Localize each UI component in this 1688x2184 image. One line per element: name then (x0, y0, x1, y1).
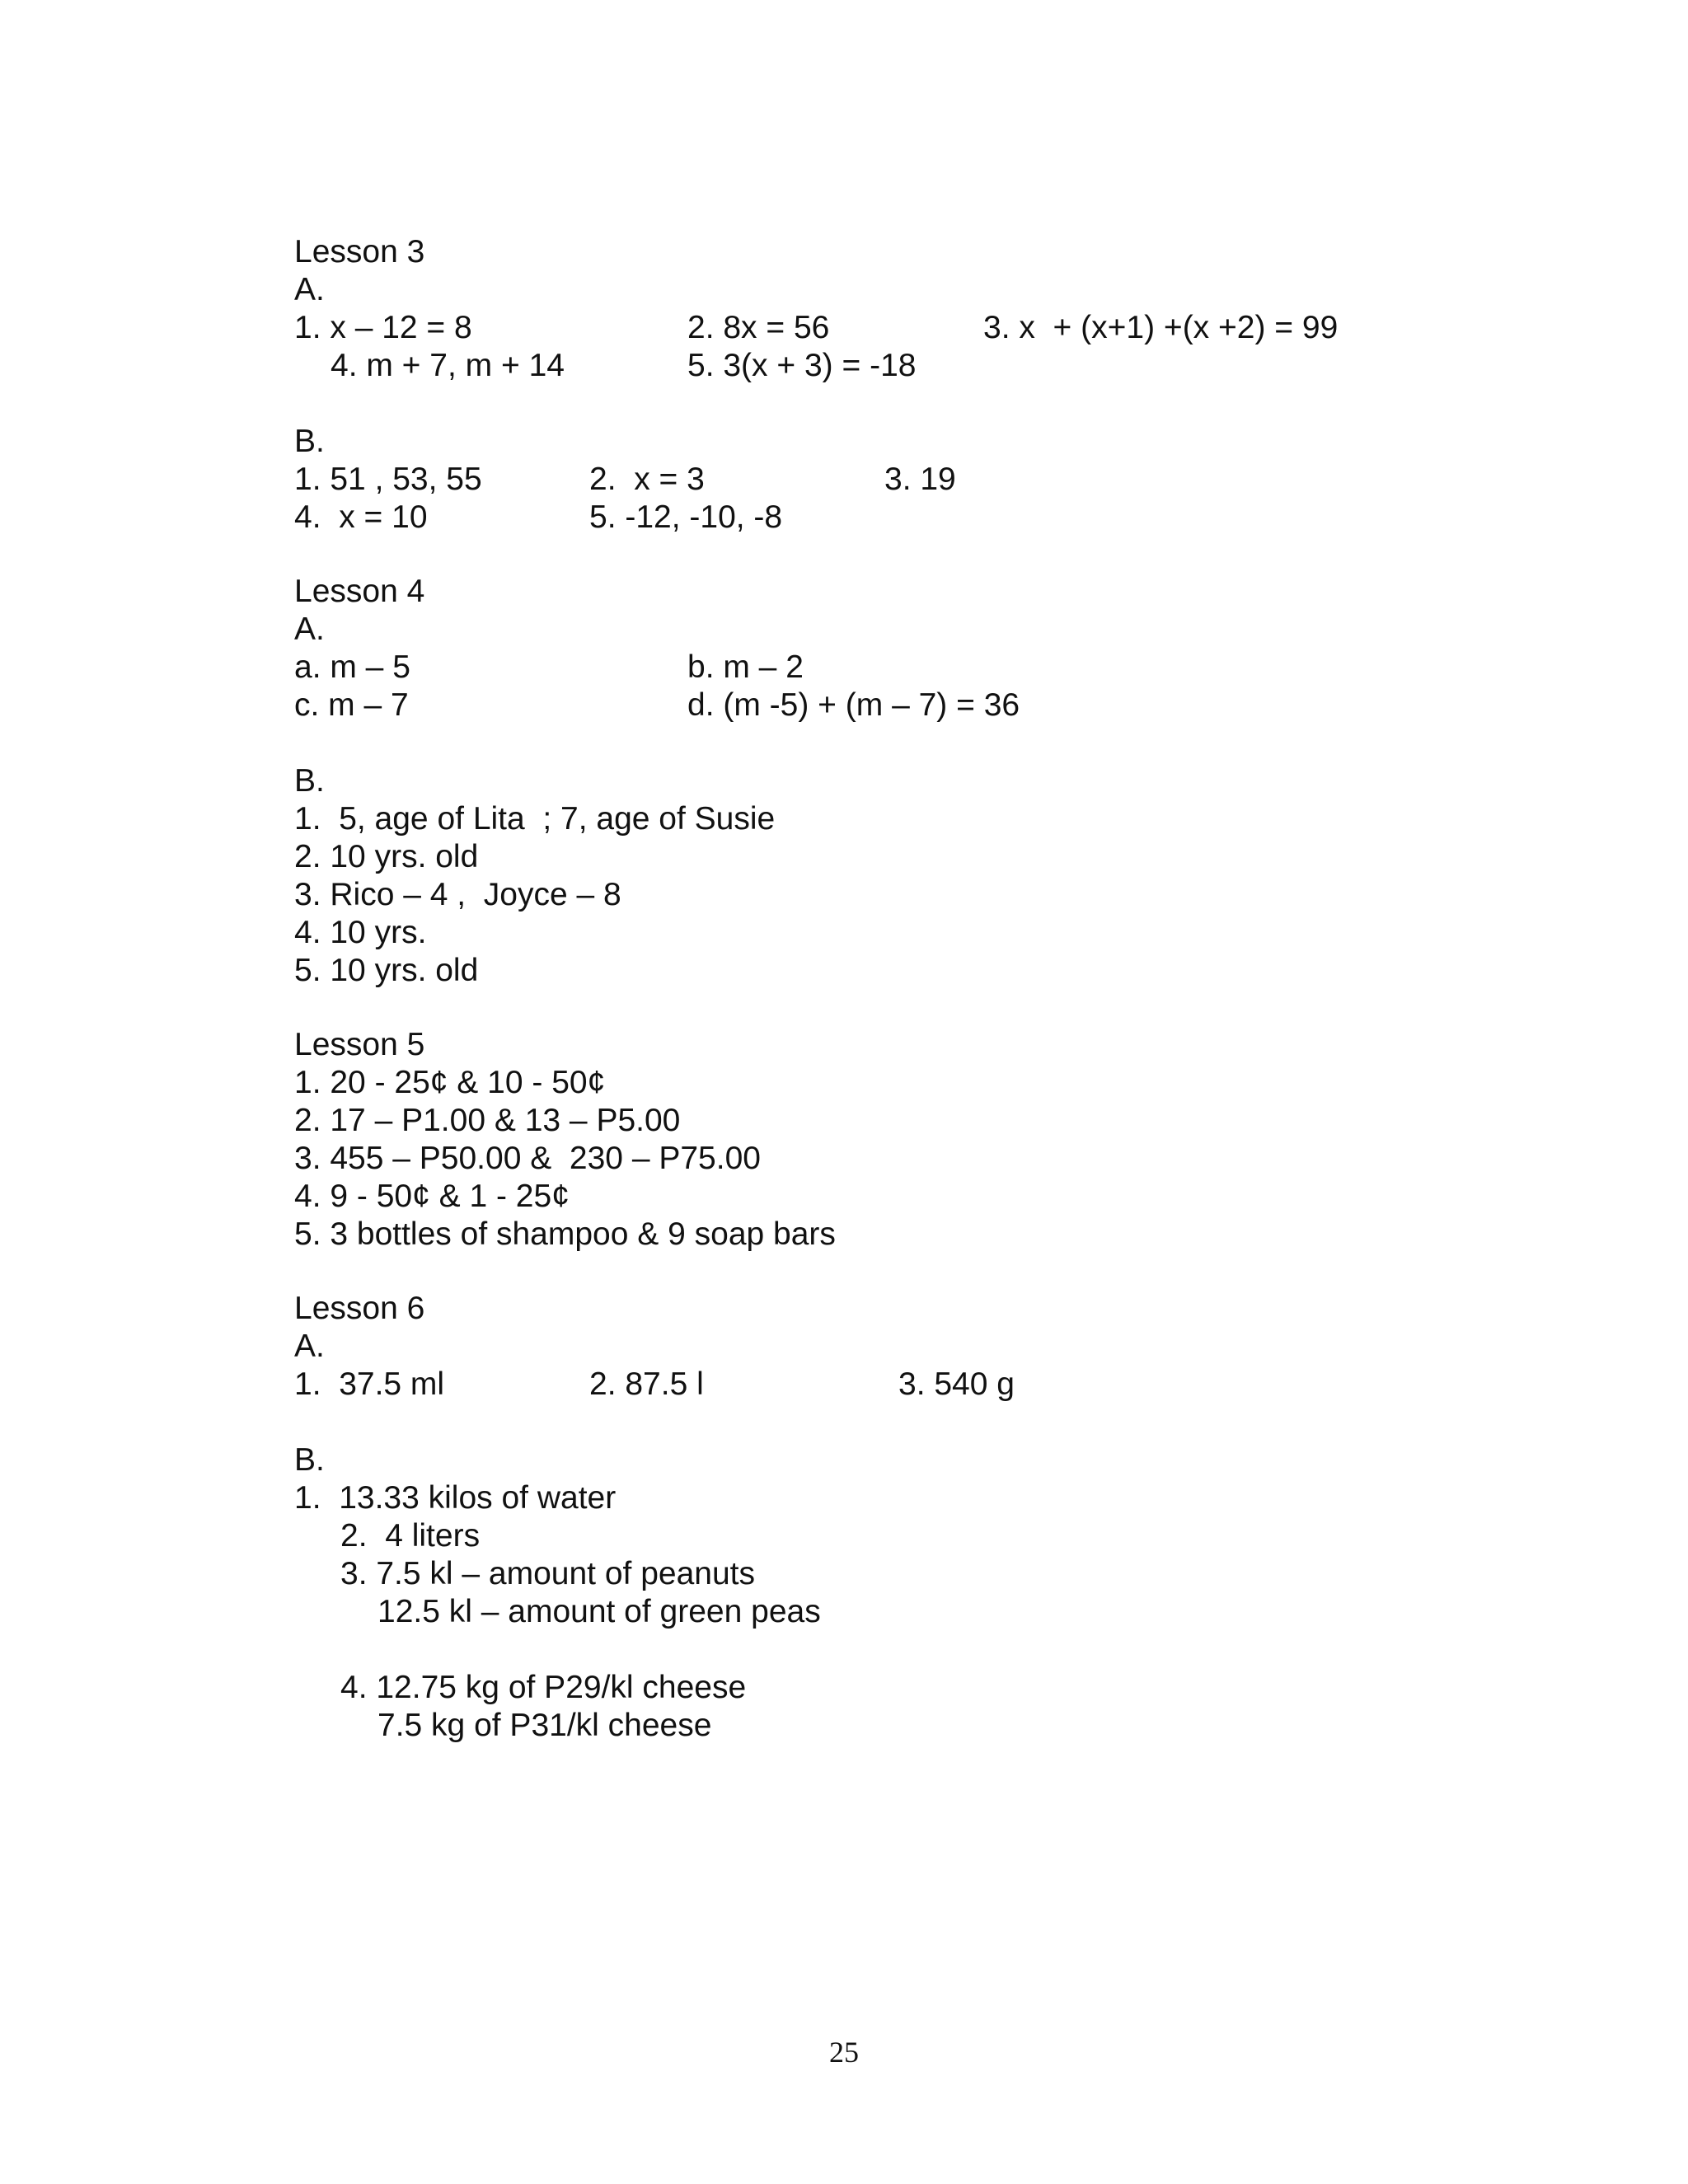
lesson3-b-item: 4. x = 10 (294, 499, 428, 535)
lesson3-a-item: 1. x – 12 = 8 (294, 310, 472, 345)
lesson6-title: Lesson 6 (294, 1291, 425, 1326)
lesson4-a-item: a. m – 5 (294, 649, 410, 685)
lesson3-a-item: 2. 8x = 56 (687, 310, 830, 345)
lesson4-a-label: A. (294, 612, 325, 647)
lesson6-b-item: 3. 7.5 kl – amount of peanuts (340, 1556, 756, 1591)
lesson4-b-label: B. (294, 763, 325, 799)
lesson4-title: Lesson 4 (294, 574, 425, 609)
lesson6-b-item: 2. 4 liters (340, 1518, 481, 1554)
lesson3-a-item: 3. x + (x+1) +(x +2) = 99 (983, 310, 1339, 345)
lesson5-item: 5. 3 bottles of shampoo & 9 soap bars (294, 1216, 836, 1252)
lesson6-b-label: B. (294, 1442, 325, 1478)
lesson4-b-item: 4. 10 yrs. (294, 915, 427, 950)
lesson3-b-item: 5. -12, -10, -8 (589, 499, 783, 535)
lesson6-b-item: 4. 12.75 kg of P29/kl cheese (340, 1670, 747, 1705)
lesson3-title: Lesson 3 (294, 234, 425, 269)
lesson4-a-item: d. (m -5) + (m – 7) = 36 (687, 687, 1020, 723)
lesson5-title: Lesson 5 (294, 1027, 425, 1062)
lesson4-b-item: 5. 10 yrs. old (294, 953, 479, 988)
lesson3-b-item: 3. 19 (884, 462, 956, 497)
lesson4-b-item: 3. Rico – 4 , Joyce – 8 (294, 877, 621, 912)
lesson4-a-item: b. m – 2 (687, 649, 804, 685)
lesson6-a-item: 3. 540 g (898, 1366, 1015, 1402)
lesson6-a-label: A. (294, 1329, 325, 1364)
lesson3-a-item: 5. 3(x + 3) = -18 (687, 348, 917, 383)
lesson3-a-label: A. (294, 272, 325, 307)
lesson5-item: 3. 455 – P50.00 & 230 – P75.00 (294, 1141, 761, 1176)
lesson6-a-item: 2. 87.5 l (589, 1366, 704, 1402)
lesson5-item: 4. 9 - 50¢ & 1 - 25¢ (294, 1179, 570, 1214)
lesson3-a-item: 4. m + 7, m + 14 (331, 348, 565, 383)
lesson6-a-item: 1. 37.5 ml (294, 1366, 445, 1402)
lesson5-item: 1. 20 - 25¢ & 10 - 50¢ (294, 1065, 606, 1100)
lesson4-a-item: c. m – 7 (294, 687, 409, 723)
page-number: 25 (829, 2036, 859, 2069)
lesson5-item: 2. 17 – P1.00 & 13 – P5.00 (294, 1103, 681, 1138)
lesson3-b-label: B. (294, 424, 325, 459)
lesson4-b-item: 2. 10 yrs. old (294, 839, 479, 874)
lesson6-b-item: 1. 13.33 kilos of water (294, 1480, 617, 1516)
lesson6-b-item: 12.5 kl – amount of green peas (377, 1594, 821, 1629)
lesson3-b-item: 2. x = 3 (589, 462, 705, 497)
lesson6-b-item: 7.5 kg of P31/kl cheese (377, 1708, 712, 1743)
lesson4-b-item: 1. 5, age of Lita ; 7, age of Susie (294, 801, 776, 837)
lesson3-b-item: 1. 51 , 53, 55 (294, 462, 482, 497)
